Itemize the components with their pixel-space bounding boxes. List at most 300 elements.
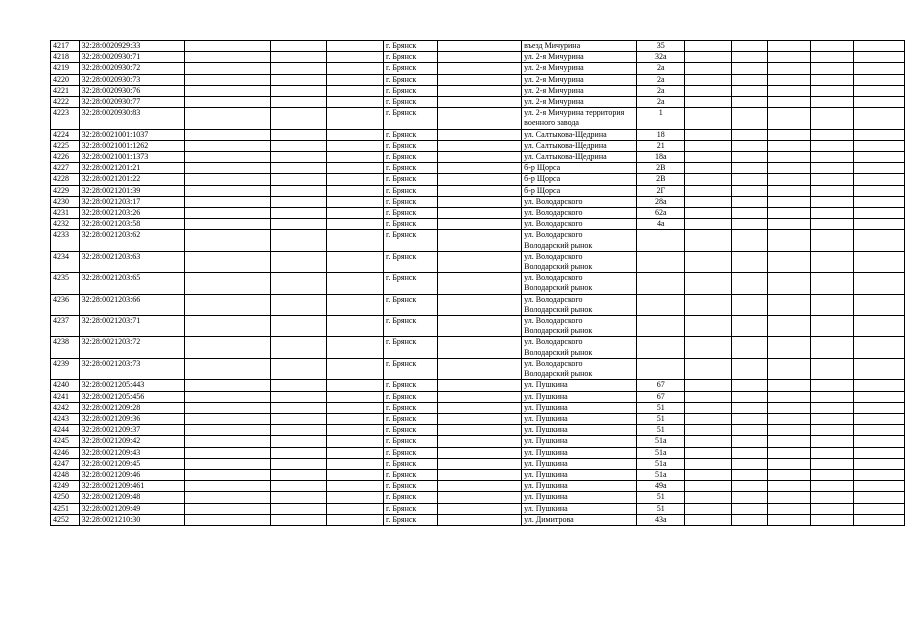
- empty-cell: [184, 185, 270, 196]
- empty-cell: [767, 196, 810, 207]
- row-number: 4248: [51, 469, 80, 480]
- house-number: 51: [637, 402, 685, 413]
- empty-cell: [732, 503, 768, 514]
- city-cell: г. Брянск: [383, 52, 437, 63]
- empty-cell: [327, 219, 383, 230]
- empty-cell: [854, 63, 905, 74]
- city-cell: г. Брянск: [383, 337, 437, 358]
- empty-cell: [438, 208, 522, 219]
- row-number: 4239: [51, 358, 80, 379]
- row-number: 4224: [51, 129, 80, 140]
- house-number: [637, 358, 685, 379]
- empty-cell: [438, 337, 522, 358]
- empty-cell: [184, 458, 270, 469]
- city-cell: г. Брянск: [383, 273, 437, 294]
- street-name: ул. Володарского: [524, 196, 583, 206]
- street-cell: [522, 251, 637, 272]
- empty-cell: [854, 230, 905, 251]
- table-row: [51, 380, 905, 391]
- empty-cell: [327, 185, 383, 196]
- empty-cell: [438, 140, 522, 151]
- empty-cell: [184, 230, 270, 251]
- row-number: 4218: [51, 52, 80, 63]
- city-cell: г. Брянск: [383, 469, 437, 480]
- city-cell: г. Брянск: [383, 458, 437, 469]
- empty-cell: [184, 163, 270, 174]
- empty-cell: [732, 74, 768, 85]
- cadastral-number: 32:28:0021205:456: [79, 391, 184, 402]
- table-row: [51, 230, 905, 251]
- empty-cell: [685, 436, 732, 447]
- empty-cell: [811, 208, 854, 219]
- empty-cell: [732, 402, 768, 413]
- table-row: [51, 391, 905, 402]
- empty-cell: [271, 447, 327, 458]
- table-row: [51, 469, 905, 480]
- empty-cell: [685, 85, 732, 96]
- empty-cell: [327, 85, 383, 96]
- empty-cell: [271, 402, 327, 413]
- empty-cell: [184, 219, 270, 230]
- city-cell: г. Брянск: [383, 163, 437, 174]
- empty-cell: [184, 358, 270, 379]
- empty-cell: [271, 316, 327, 337]
- empty-cell: [327, 108, 383, 129]
- city-cell: г. Брянск: [383, 41, 437, 52]
- empty-cell: [271, 337, 327, 358]
- house-number: 51: [637, 425, 685, 436]
- street-detail: военного завода: [524, 118, 579, 128]
- empty-cell: [732, 251, 768, 272]
- house-number: 32а: [637, 52, 685, 63]
- house-number: [637, 251, 685, 272]
- row-number: 4229: [51, 185, 80, 196]
- cadastral-number: 32:28:0021209:48: [79, 492, 184, 503]
- empty-cell: [854, 316, 905, 337]
- street-detail: Володарский рынок: [524, 240, 593, 250]
- empty-cell: [184, 436, 270, 447]
- table-row: [51, 163, 905, 174]
- city-cell: г. Брянск: [383, 447, 437, 458]
- empty-cell: [732, 230, 768, 251]
- house-number: 4а: [637, 219, 685, 230]
- row-number: 4217: [51, 41, 80, 52]
- empty-cell: [685, 337, 732, 358]
- street-name: ул. Пушкина: [524, 503, 568, 513]
- empty-cell: [327, 391, 383, 402]
- empty-cell: [438, 503, 522, 514]
- table-row: [51, 436, 905, 447]
- empty-cell: [327, 413, 383, 424]
- empty-cell: [767, 391, 810, 402]
- empty-cell: [184, 337, 270, 358]
- empty-cell: [327, 74, 383, 85]
- table-row: [51, 97, 905, 108]
- empty-cell: [854, 85, 905, 96]
- street-cell: [522, 316, 637, 337]
- street-name: ул. Володарского: [524, 208, 583, 218]
- empty-cell: [685, 447, 732, 458]
- table-row: [51, 63, 905, 74]
- cadastral-number: 32:28:0020930:83: [79, 108, 184, 129]
- row-number: 4251: [51, 503, 80, 514]
- street-name: ул. Пушкина: [524, 413, 568, 423]
- empty-cell: [767, 152, 810, 163]
- street-name: б-р Щорса: [524, 185, 561, 195]
- empty-cell: [811, 196, 854, 207]
- city-cell: г. Брянск: [383, 208, 437, 219]
- street-name: б-р Щорса: [524, 163, 561, 173]
- empty-cell: [732, 208, 768, 219]
- house-number: [637, 316, 685, 337]
- empty-cell: [271, 140, 327, 151]
- empty-cell: [767, 140, 810, 151]
- table-row: [51, 447, 905, 458]
- empty-cell: [685, 316, 732, 337]
- empty-cell: [685, 140, 732, 151]
- empty-cell: [438, 108, 522, 129]
- empty-cell: [767, 85, 810, 96]
- table-row: [51, 413, 905, 424]
- empty-cell: [685, 273, 732, 294]
- empty-cell: [767, 358, 810, 379]
- street-name: ул. Володарского: [524, 358, 583, 368]
- cadastral-number: 32:28:0021201:22: [79, 174, 184, 185]
- empty-cell: [811, 391, 854, 402]
- row-number: 4245: [51, 436, 80, 447]
- row-number: 4242: [51, 402, 80, 413]
- empty-cell: [685, 294, 732, 315]
- street-cell: [522, 514, 637, 525]
- house-number: 51: [637, 492, 685, 503]
- empty-cell: [732, 196, 768, 207]
- empty-cell: [271, 514, 327, 525]
- city-cell: г. Брянск: [383, 140, 437, 151]
- street-cell: [522, 447, 637, 458]
- empty-cell: [184, 140, 270, 151]
- empty-cell: [184, 481, 270, 492]
- empty-cell: [327, 469, 383, 480]
- empty-cell: [685, 74, 732, 85]
- empty-cell: [854, 358, 905, 379]
- empty-cell: [184, 503, 270, 514]
- row-number: 4243: [51, 413, 80, 424]
- street-cell: [522, 503, 637, 514]
- table-row: [51, 208, 905, 219]
- empty-cell: [184, 316, 270, 337]
- empty-cell: [438, 163, 522, 174]
- empty-cell: [271, 503, 327, 514]
- street-cell: [522, 140, 637, 151]
- street-cell: [522, 391, 637, 402]
- empty-cell: [732, 469, 768, 480]
- empty-cell: [854, 425, 905, 436]
- empty-cell: [854, 458, 905, 469]
- street-name: ул. Пушкина: [524, 380, 568, 390]
- empty-cell: [327, 196, 383, 207]
- table-row: [51, 152, 905, 163]
- empty-cell: [271, 52, 327, 63]
- empty-cell: [732, 413, 768, 424]
- empty-cell: [767, 447, 810, 458]
- empty-cell: [184, 152, 270, 163]
- row-number: 4238: [51, 337, 80, 358]
- empty-cell: [184, 469, 270, 480]
- document-sheet: [50, 40, 905, 526]
- empty-cell: [438, 41, 522, 52]
- house-number: 2Г: [637, 185, 685, 196]
- city-cell: г. Брянск: [383, 74, 437, 85]
- table-row: [51, 174, 905, 185]
- cadastral-number: 32:28:0021203:65: [79, 273, 184, 294]
- city-cell: г. Брянск: [383, 316, 437, 337]
- empty-cell: [184, 447, 270, 458]
- city-cell: г. Брянск: [383, 294, 437, 315]
- empty-cell: [685, 185, 732, 196]
- street-name: ул. Володарского: [524, 337, 583, 347]
- empty-cell: [854, 402, 905, 413]
- street-detail: Володарский рынок: [524, 283, 593, 293]
- empty-cell: [184, 97, 270, 108]
- cadastral-number: 32:28:0021209:461: [79, 481, 184, 492]
- house-number: 67: [637, 380, 685, 391]
- cadastral-number: 32:28:0020930:77: [79, 97, 184, 108]
- empty-cell: [327, 337, 383, 358]
- empty-cell: [438, 425, 522, 436]
- empty-cell: [811, 140, 854, 151]
- street-cell: [522, 413, 637, 424]
- table-row: [51, 140, 905, 151]
- empty-cell: [438, 514, 522, 525]
- table-row: [51, 481, 905, 492]
- city-cell: г. Брянск: [383, 436, 437, 447]
- city-cell: г. Брянск: [383, 230, 437, 251]
- street-name: ул. Пушкина: [524, 436, 568, 446]
- empty-cell: [184, 196, 270, 207]
- empty-cell: [811, 174, 854, 185]
- empty-cell: [811, 294, 854, 315]
- empty-cell: [438, 74, 522, 85]
- street-detail: Володарский рынок: [524, 262, 593, 272]
- empty-cell: [732, 380, 768, 391]
- city-cell: г. Брянск: [383, 251, 437, 272]
- empty-cell: [767, 294, 810, 315]
- empty-cell: [811, 251, 854, 272]
- empty-cell: [685, 108, 732, 129]
- city-cell: г. Брянск: [383, 402, 437, 413]
- empty-cell: [854, 219, 905, 230]
- table-row: [51, 402, 905, 413]
- house-number: [637, 230, 685, 251]
- empty-cell: [767, 337, 810, 358]
- empty-cell: [854, 251, 905, 272]
- empty-cell: [271, 174, 327, 185]
- empty-cell: [685, 251, 732, 272]
- empty-cell: [732, 163, 768, 174]
- row-number: 4226: [51, 152, 80, 163]
- empty-cell: [685, 481, 732, 492]
- empty-cell: [767, 273, 810, 294]
- empty-cell: [327, 425, 383, 436]
- empty-cell: [271, 380, 327, 391]
- empty-cell: [327, 174, 383, 185]
- empty-cell: [732, 52, 768, 63]
- empty-cell: [271, 219, 327, 230]
- empty-cell: [854, 174, 905, 185]
- empty-cell: [854, 208, 905, 219]
- house-number: 43а: [637, 514, 685, 525]
- empty-cell: [271, 185, 327, 196]
- empty-cell: [854, 391, 905, 402]
- empty-cell: [854, 481, 905, 492]
- empty-cell: [732, 447, 768, 458]
- cadastral-number: 32:28:0021209:37: [79, 425, 184, 436]
- house-number: 51: [637, 503, 685, 514]
- empty-cell: [732, 41, 768, 52]
- empty-cell: [811, 503, 854, 514]
- cadastral-number: 32:28:0021203:71: [79, 316, 184, 337]
- empty-cell: [854, 97, 905, 108]
- empty-cell: [811, 514, 854, 525]
- street-detail: Володарский рынок: [524, 369, 593, 379]
- cadastral-number: 32:28:0021209:36: [79, 413, 184, 424]
- cadastral-number: 32:28:0021209:28: [79, 402, 184, 413]
- empty-cell: [685, 391, 732, 402]
- empty-cell: [685, 52, 732, 63]
- empty-cell: [327, 294, 383, 315]
- empty-cell: [271, 208, 327, 219]
- street-cell: [522, 196, 637, 207]
- house-number: 18: [637, 129, 685, 140]
- street-detail: Володарский рынок: [524, 347, 593, 357]
- empty-cell: [732, 108, 768, 129]
- empty-cell: [327, 41, 383, 52]
- empty-cell: [438, 481, 522, 492]
- empty-cell: [854, 163, 905, 174]
- empty-cell: [438, 251, 522, 272]
- empty-cell: [685, 402, 732, 413]
- empty-cell: [732, 97, 768, 108]
- street-name: ул. Пушкина: [524, 391, 568, 401]
- empty-cell: [327, 230, 383, 251]
- street-cell: [522, 163, 637, 174]
- street-name: ул. Пушкина: [524, 481, 568, 491]
- row-number: 4219: [51, 63, 80, 74]
- empty-cell: [811, 458, 854, 469]
- empty-cell: [327, 503, 383, 514]
- empty-cell: [854, 41, 905, 52]
- street-cell: [522, 273, 637, 294]
- cadastral-number: 32:28:0021205:443: [79, 380, 184, 391]
- empty-cell: [854, 74, 905, 85]
- empty-cell: [327, 273, 383, 294]
- table-row: [51, 129, 905, 140]
- row-number: 4223: [51, 108, 80, 129]
- empty-cell: [767, 185, 810, 196]
- empty-cell: [854, 514, 905, 525]
- empty-cell: [732, 425, 768, 436]
- empty-cell: [438, 174, 522, 185]
- empty-cell: [811, 63, 854, 74]
- empty-cell: [271, 469, 327, 480]
- cadastral-number: 32:28:0021201:21: [79, 163, 184, 174]
- empty-cell: [854, 503, 905, 514]
- table-row: [51, 458, 905, 469]
- empty-cell: [438, 458, 522, 469]
- empty-cell: [438, 230, 522, 251]
- row-number: 4250: [51, 492, 80, 503]
- empty-cell: [327, 514, 383, 525]
- empty-cell: [732, 219, 768, 230]
- empty-cell: [271, 425, 327, 436]
- cadastral-number: 32:28:0021203:73: [79, 358, 184, 379]
- empty-cell: [811, 481, 854, 492]
- table-row: [51, 514, 905, 525]
- street-name: ул. Пушкина: [524, 402, 568, 412]
- city-cell: г. Брянск: [383, 380, 437, 391]
- empty-cell: [685, 41, 732, 52]
- street-cell: [522, 425, 637, 436]
- empty-cell: [327, 458, 383, 469]
- empty-cell: [184, 492, 270, 503]
- street-cell: [522, 492, 637, 503]
- empty-cell: [811, 219, 854, 230]
- empty-cell: [184, 74, 270, 85]
- cadastral-number: 32:28:0021001:1373: [79, 152, 184, 163]
- empty-cell: [854, 294, 905, 315]
- street-cell: [522, 208, 637, 219]
- row-number: 4222: [51, 97, 80, 108]
- house-number: 21: [637, 140, 685, 151]
- street-name: ул. Пушкина: [524, 492, 568, 502]
- house-number: 35: [637, 41, 685, 52]
- empty-cell: [811, 230, 854, 251]
- empty-cell: [811, 85, 854, 96]
- street-cell: [522, 481, 637, 492]
- cadastral-number: 32:28:0021001:1037: [79, 129, 184, 140]
- empty-cell: [685, 503, 732, 514]
- empty-cell: [854, 108, 905, 129]
- empty-cell: [811, 413, 854, 424]
- empty-cell: [685, 129, 732, 140]
- empty-cell: [767, 458, 810, 469]
- cadastral-number: 32:28:0020930:71: [79, 52, 184, 63]
- cadastral-number: 32:28:0021201:39: [79, 185, 184, 196]
- street-name: ул. Пушкина: [524, 458, 568, 468]
- house-number: 51а: [637, 447, 685, 458]
- empty-cell: [767, 413, 810, 424]
- table-row: [51, 337, 905, 358]
- empty-cell: [811, 52, 854, 63]
- empty-cell: [685, 163, 732, 174]
- empty-cell: [327, 481, 383, 492]
- empty-cell: [811, 337, 854, 358]
- cadastral-number: 32:28:0020930:72: [79, 63, 184, 74]
- empty-cell: [438, 52, 522, 63]
- table-row: [51, 108, 905, 129]
- house-number: 2а: [637, 74, 685, 85]
- empty-cell: [685, 152, 732, 163]
- row-number: 4252: [51, 514, 80, 525]
- empty-cell: [438, 129, 522, 140]
- street-cell: [522, 469, 637, 480]
- empty-cell: [438, 391, 522, 402]
- row-number: 4244: [51, 425, 80, 436]
- empty-cell: [184, 174, 270, 185]
- empty-cell: [184, 402, 270, 413]
- cadastral-number: 32:28:0020930:76: [79, 85, 184, 96]
- empty-cell: [438, 469, 522, 480]
